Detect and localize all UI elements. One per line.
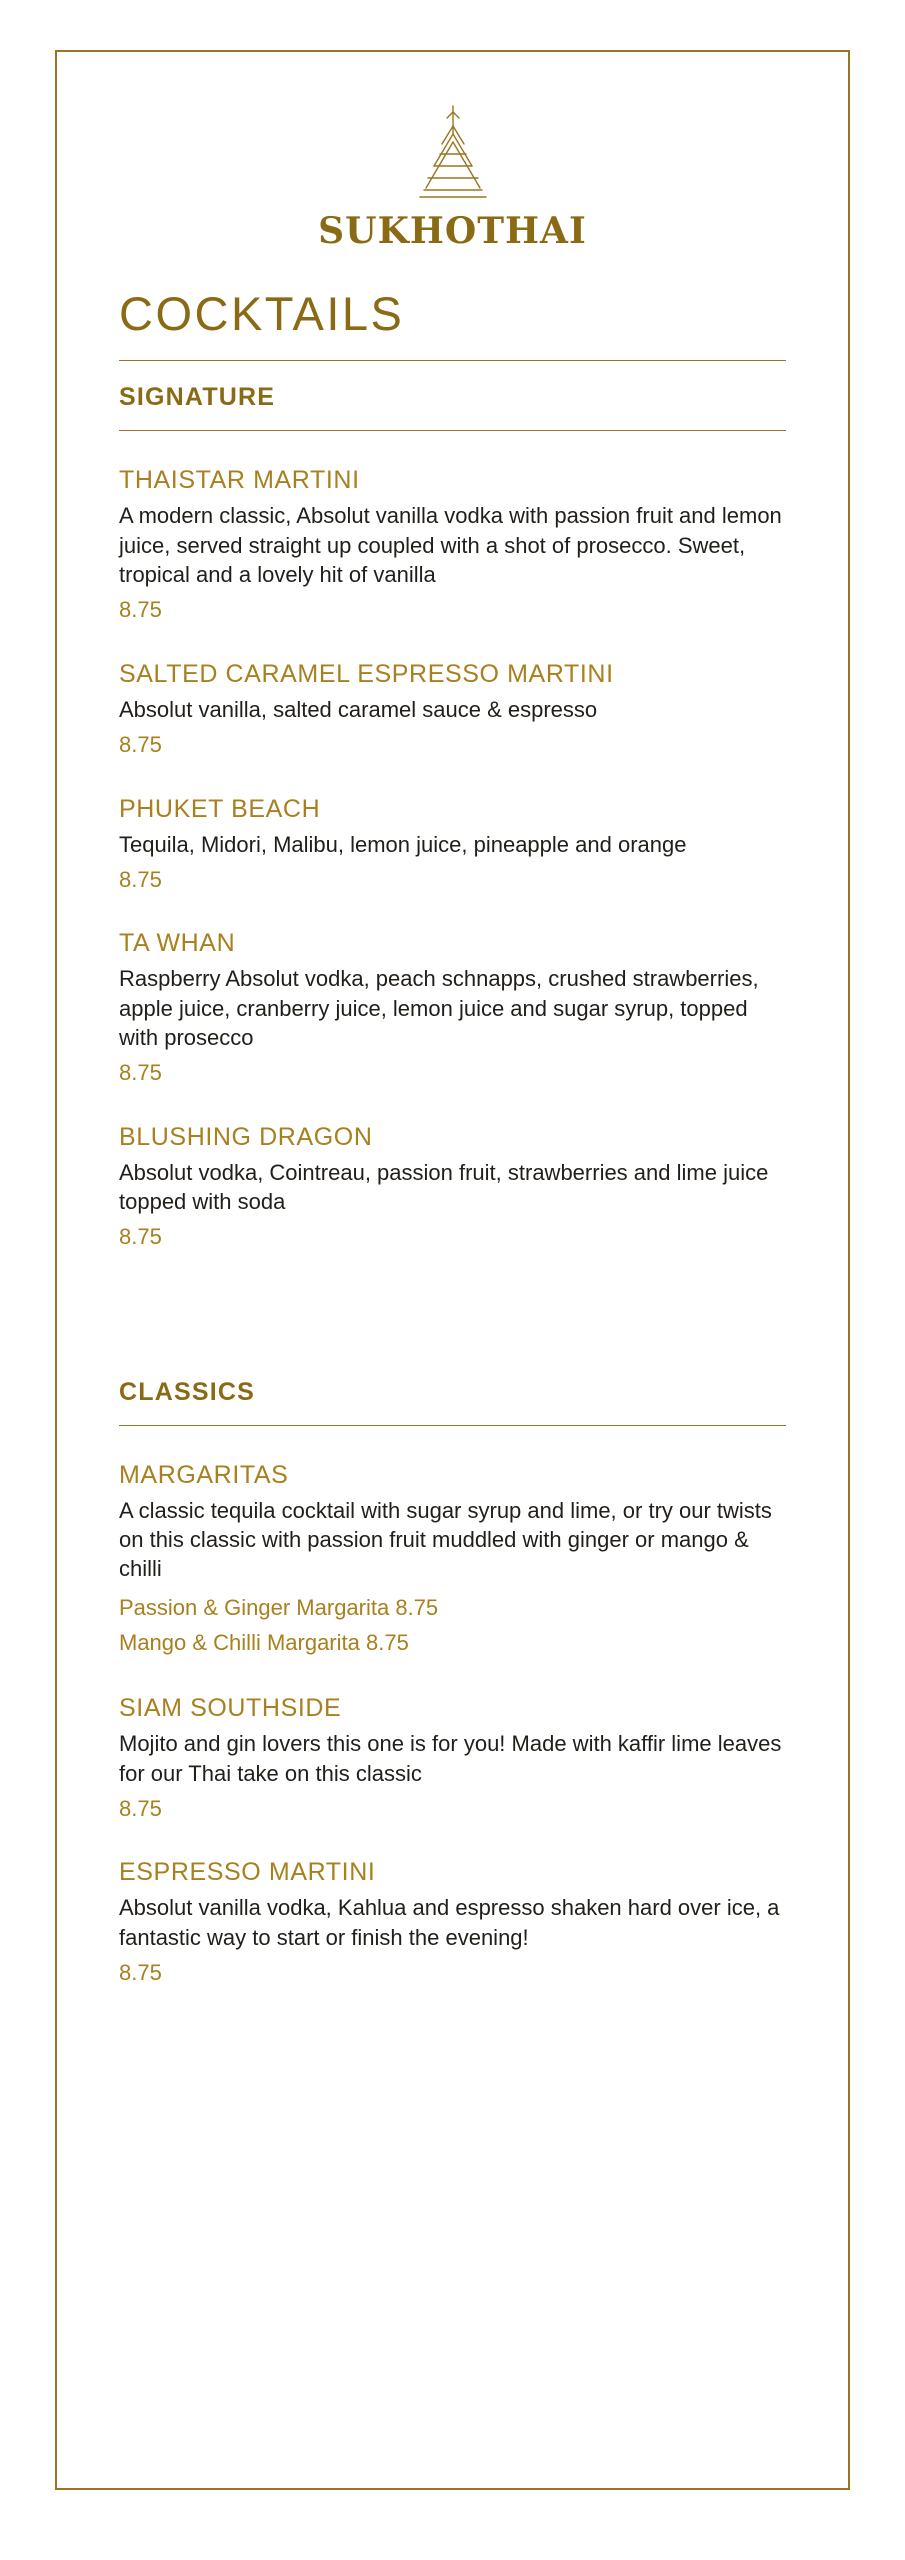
item-description: Absolut vanilla, salted caramel sauce & espresso xyxy=(119,696,598,722)
menu-item xyxy=(119,1693,786,1823)
item-variants xyxy=(119,1592,786,1660)
menu-item xyxy=(119,1122,786,1252)
item-variant: Mango & Chilli Margarita 8.75 xyxy=(119,1630,409,1656)
menu-item xyxy=(119,465,786,624)
title-divider xyxy=(119,360,786,361)
section-divider xyxy=(119,1425,786,1426)
item-name: BLUSHING DRAGON xyxy=(119,1122,373,1151)
item-name: MARGARITAS xyxy=(119,1460,289,1489)
section-spacer xyxy=(119,1286,786,1356)
section-divider xyxy=(119,430,786,431)
item-description: Absolut vanilla vodka, Kahlua and espresso shaken hard over ice, a fantastic way to start or finish the evening! xyxy=(119,1895,780,1950)
item-name: THAISTAR MARTINI xyxy=(119,466,360,495)
item-description: Raspberry Absolut vodka, peach schnapps, crushed strawberries, apple juice, cranberry juice, lemon juice and sugar syrup, topped with prosecco xyxy=(119,966,759,1050)
item-price: 8.75 xyxy=(119,866,162,892)
menu-section-signature xyxy=(119,383,786,1251)
item-name: TA WHAN xyxy=(119,929,236,958)
section-heading: SIGNATURE xyxy=(119,383,276,412)
menu-item xyxy=(119,1460,786,1660)
item-description: Tequila, Midori, Malibu, lemon juice, pineapple and orange xyxy=(119,831,687,857)
menu-item xyxy=(119,794,786,895)
item-description: Absolut vodka, Cointreau, passion fruit, strawberries and lime juice topped with soda xyxy=(119,1159,769,1214)
item-description: Mojito and gin lovers this one is for you! Made with kaffir lime leaves for our Thai take on this classic xyxy=(119,1731,782,1786)
menu-section-classics xyxy=(119,1378,786,1988)
item-description: A modern classic, Absolut vanilla vodka with passion fruit and lemon juice, served straight up coupled with a shot of prosecco. Sweet, tropical and a lovely hit of vanilla xyxy=(119,503,782,587)
item-price: 8.75 xyxy=(119,1060,162,1086)
section-items xyxy=(119,465,786,1251)
page-title: COCKTAILS xyxy=(119,287,405,340)
item-price: 8.75 xyxy=(119,731,162,757)
section-items xyxy=(119,1460,786,1988)
item-name: ESPRESSO MARTINI xyxy=(119,1858,376,1887)
item-name: SALTED CARAMEL ESPRESSO MARTINI xyxy=(119,659,614,688)
menu-item xyxy=(119,1857,786,1987)
item-name: PHUKET BEACH xyxy=(119,794,321,823)
menu-frame xyxy=(55,50,850,2490)
menu-item xyxy=(119,928,786,1087)
item-variant: Passion & Ginger Margarita 8.75 xyxy=(119,1594,439,1620)
brand-logo xyxy=(119,104,786,252)
item-price: 8.75 xyxy=(119,1959,162,1985)
item-price: 8.75 xyxy=(119,597,162,623)
item-description: A classic tequila cocktail with sugar syrup and lime, or try our twists on this classic with passion fruit muddled with ginger or mango & chilli xyxy=(119,1497,772,1582)
brand-name: SUKHOTHAI xyxy=(318,210,587,252)
item-price: 8.75 xyxy=(119,1224,162,1250)
menu-item xyxy=(119,659,786,760)
section-heading: CLASSICS xyxy=(119,1377,256,1406)
temple-spire-icon xyxy=(398,104,508,209)
item-name: SIAM SOUTHSIDE xyxy=(119,1694,342,1723)
item-price: 8.75 xyxy=(119,1795,162,1821)
